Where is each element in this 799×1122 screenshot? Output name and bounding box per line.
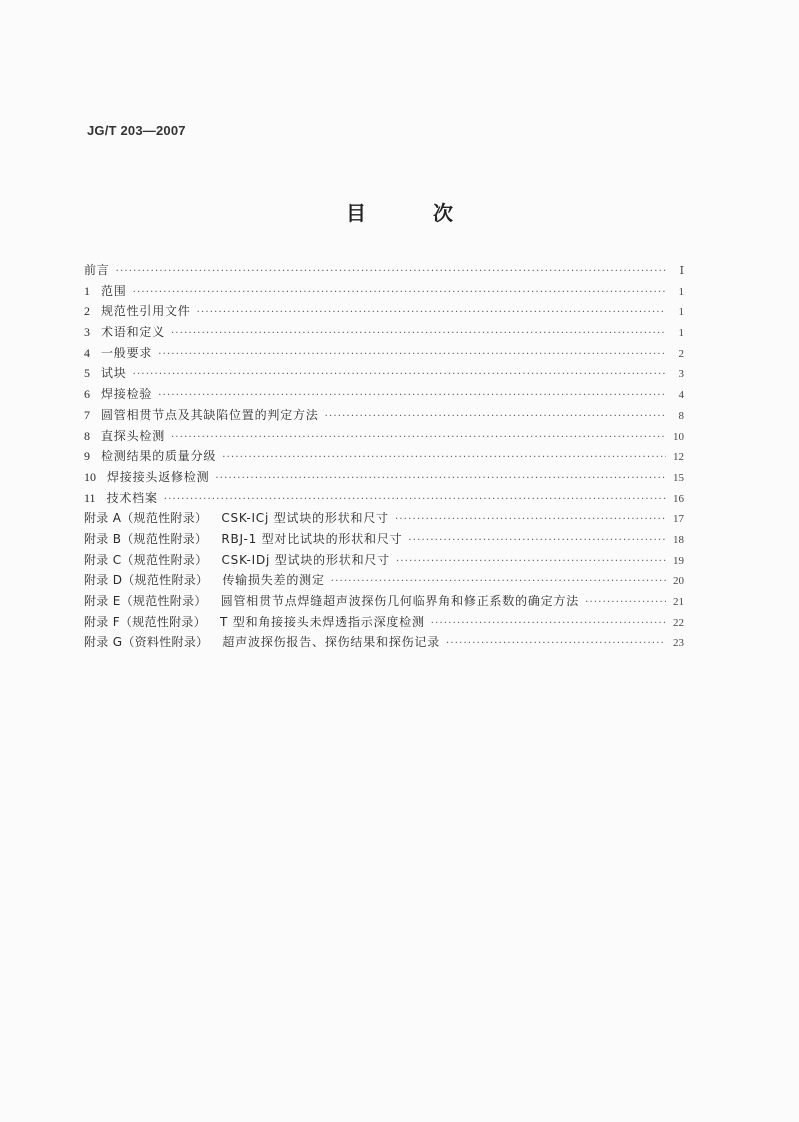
toc-section-number: 5 — [84, 366, 90, 381]
toc-leader-dots — [133, 283, 666, 304]
toc-leader-dots — [585, 593, 666, 614]
toc-leader-dots — [325, 407, 666, 428]
toc-entry-title: 焊接接头返修检测 — [107, 469, 210, 484]
toc-appendix-g[interactable] — [84, 632, 684, 653]
toc-appendix-f[interactable] — [84, 612, 684, 633]
appendix-label: 附录 E（规范性附录） — [84, 594, 207, 608]
toc-leader-dots — [171, 428, 666, 449]
appendix-title: 超声波探伤报告、探伤结果和探伤记录 — [222, 635, 441, 650]
toc-entry-title: 直探头检测 — [101, 428, 166, 443]
toc-page-number: 8 — [678, 409, 684, 422]
toc-page-number: 10 — [673, 430, 684, 443]
toc-leader-dots — [197, 303, 666, 324]
toc-page-number: 20 — [673, 575, 684, 588]
toc-entry-title: 试块 — [101, 366, 127, 381]
appendix-label: 附录 D（规范性附录） — [84, 573, 209, 588]
toc-leader-dots — [215, 469, 666, 490]
toc-page-number: Ⅰ — [679, 265, 684, 277]
toc-leader-dots — [408, 531, 666, 552]
toc-page-number: 3 — [678, 368, 684, 381]
toc-page-number: 18 — [673, 533, 684, 546]
appendix-title: 圆管相贯节点焊缝超声波探伤几何临界角和修正系数的确定方法 — [220, 594, 580, 608]
table-of-contents — [84, 260, 684, 653]
appendix-label: 附录 C（规范性附录） — [84, 552, 208, 567]
document-code: JG/T 203—2007 — [87, 123, 186, 138]
appendix-title: T 型和角接接头未焊透指示深度检测 — [220, 614, 425, 629]
toc-page-number: 1 — [678, 306, 684, 319]
toc-page-number: 23 — [673, 637, 684, 650]
toc-entry-7[interactable] — [84, 405, 684, 426]
toc-entry-1[interactable] — [84, 281, 684, 302]
toc-entry-title: 圆管相贯节点及其缺陷位置的判定方法 — [101, 407, 319, 422]
toc-section-number: 1 — [84, 283, 90, 298]
toc-leader-dots — [133, 365, 666, 386]
appendix-label: 附录 B（规范性附录） — [84, 531, 208, 546]
toc-section-number: 8 — [84, 428, 90, 443]
toc-appendix-a[interactable] — [84, 508, 684, 529]
toc-leader-dots — [171, 324, 666, 345]
toc-entry-title: 焊接检验 — [101, 387, 153, 402]
toc-page-number: 4 — [678, 389, 684, 402]
toc-section-number: 10 — [84, 469, 96, 484]
toc-entry-title: 技术档案 — [106, 490, 158, 505]
toc-entry-foreword[interactable] — [84, 260, 684, 281]
toc-entry-title: 一般要求 — [101, 345, 153, 360]
toc-appendix-d[interactable] — [84, 570, 684, 591]
toc-page-number: 2 — [678, 347, 684, 360]
toc-entry-title: 术语和定义 — [101, 325, 166, 340]
toc-entry-title: 前言 — [84, 263, 110, 277]
appendix-title: CSK-ⅠCj 型试块的形状和尺寸 — [221, 511, 389, 526]
toc-entry-11[interactable] — [84, 488, 684, 509]
page-title: 目 次 — [346, 201, 483, 225]
toc-page-number: 21 — [673, 596, 684, 608]
appendix-title: 传输损失差的测定 — [222, 573, 325, 588]
toc-page-number: 16 — [673, 492, 684, 505]
toc-entry-10[interactable] — [84, 467, 684, 488]
toc-entry-8[interactable] — [84, 426, 684, 447]
toc-section-number: 2 — [84, 304, 90, 319]
toc-leader-dots — [446, 634, 666, 655]
toc-leader-dots — [395, 510, 666, 531]
toc-entry-title: 规范性引用文件 — [101, 304, 191, 319]
toc-section-number: 4 — [84, 345, 90, 360]
toc-section-number: 6 — [84, 387, 90, 402]
toc-page-number: 19 — [673, 554, 684, 567]
toc-entry-3[interactable] — [84, 322, 684, 343]
appendix-label: 附录 G（资料性附录） — [84, 635, 209, 650]
toc-page-number: 1 — [678, 285, 684, 298]
toc-section-number: 11 — [84, 490, 96, 505]
toc-leader-dots — [331, 572, 666, 593]
toc-entry-6[interactable] — [84, 384, 684, 405]
toc-entry-9[interactable] — [84, 446, 684, 467]
toc-leader-dots — [116, 262, 666, 283]
toc-entry-title: 检测结果的质量分级 — [101, 449, 217, 464]
appendix-label: 附录 F（规范性附录） — [84, 614, 207, 629]
toc-leader-dots — [431, 614, 666, 635]
appendix-title: CSK-ⅠDj 型试块的形状和尺寸 — [221, 552, 390, 567]
toc-page-number: 15 — [673, 471, 684, 484]
toc-appendix-b[interactable] — [84, 529, 684, 550]
toc-entry-5[interactable] — [84, 363, 684, 384]
toc-entry-4[interactable] — [84, 343, 684, 364]
toc-leader-dots — [158, 345, 666, 366]
toc-entry-title: 范围 — [101, 283, 127, 298]
toc-leader-dots — [158, 386, 666, 407]
toc-section-number: 7 — [84, 407, 90, 422]
appendix-label: 附录 A（规范性附录） — [84, 511, 208, 526]
toc-page-number: 22 — [673, 616, 684, 629]
toc-page-number: 12 — [673, 451, 684, 464]
toc-page-number: 1 — [678, 327, 684, 340]
toc-entry-2[interactable] — [84, 301, 684, 322]
toc-section-number: 9 — [84, 449, 90, 464]
toc-section-number: 3 — [84, 325, 90, 340]
toc-leader-dots — [164, 490, 666, 511]
toc-leader-dots — [222, 448, 666, 469]
toc-appendix-e[interactable] — [84, 591, 684, 612]
appendix-title: RBJ-1 型对比试块的形状和尺寸 — [221, 531, 403, 546]
toc-appendix-c[interactable] — [84, 550, 684, 571]
toc-page-number: 17 — [673, 513, 684, 526]
toc-leader-dots — [396, 552, 666, 573]
